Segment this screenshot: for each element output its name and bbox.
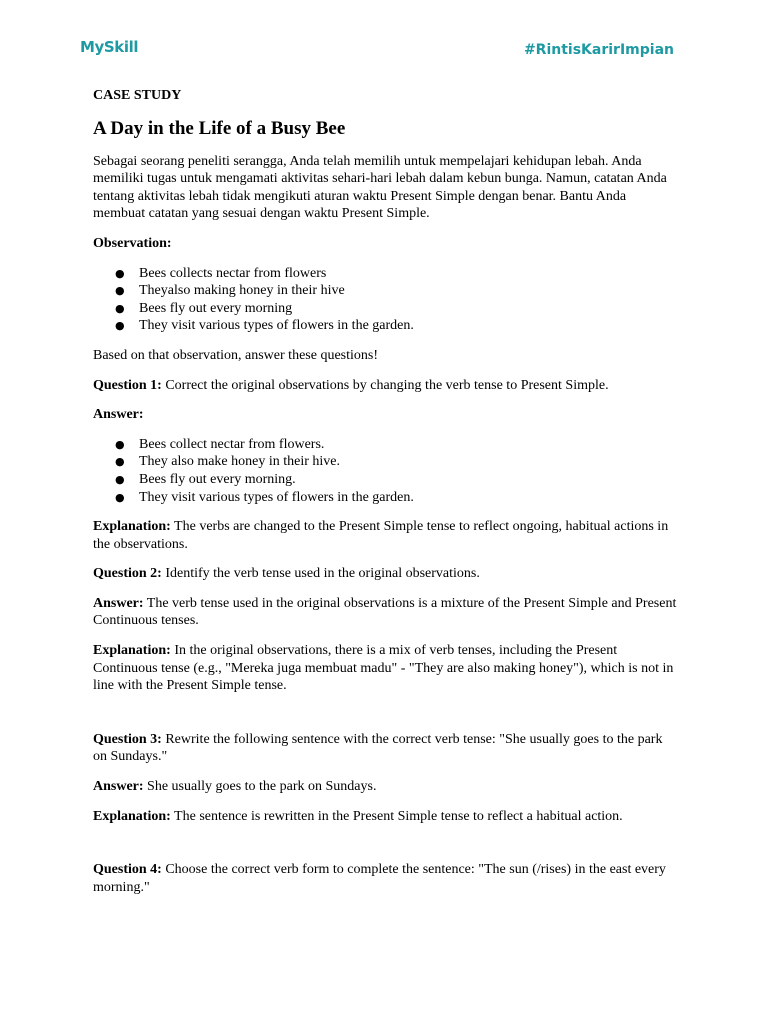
question-label: Question 1: (93, 377, 162, 393)
question-text: Correct the original observations by changing the verb tense to Present Simple. (161, 377, 609, 393)
list-item: ● Bees collect nectar from flowers. (93, 436, 678, 454)
question-text: Identify the verb tense used in the original observations. (161, 566, 480, 582)
explanation-label: Explanation: (93, 808, 171, 824)
answer-3 (93, 778, 678, 796)
question-3 (93, 731, 678, 766)
answer-label: Answer: (93, 779, 144, 795)
document-body (93, 87, 678, 908)
answer-label: Answer: (93, 595, 144, 611)
spacer (93, 837, 678, 861)
question-4 (93, 861, 678, 896)
spacer (93, 707, 678, 731)
explanation-text: The verbs are changed to the Present Simple tense to reflect ongoing, habitual actions in the observations. (93, 519, 669, 552)
list-item: ● Bees collects nectar from flowers (93, 265, 678, 283)
list-item: ● Bees fly out every morning. (93, 471, 678, 489)
answer-text: The verb tense used in the original observations is a mixture of the Present Simple and Present Continuous tenses. (93, 595, 677, 629)
intro-paragraph: Sebagai seorang peneliti serangga, Anda telah memilih untuk mempelajari kehidupan lebah. Anda memiliki tugas untuk mengamati aktivitas sehari-hari lebah dalam kebun bunga. Namun, catatan Anda tentang aktivitas lebah tidak mengikuti aturan waktu Present Simple dengan benar. Bantu Anda membuat catatan yang sesuai dengan waktu Present Simple. (93, 153, 667, 222)
explanation-label: Explanation: (93, 643, 171, 659)
question-1 (93, 377, 678, 395)
list-item: ● Bees fly out every morning (93, 300, 678, 318)
question-text: Rewrite the following sentence with the correct verb tense: "She usually goes to the park on Sundays." (93, 731, 663, 765)
question-label: Question 3: (93, 731, 162, 747)
hashtag-label: #RintisKarirImpian (523, 42, 674, 58)
list-item: ● Theyalso making honey in their hive (93, 282, 678, 300)
case-study-label: CASE STUDY (93, 88, 182, 103)
question-label: Question 2: (93, 566, 162, 582)
document-title: A Day in the Life of a Busy Bee (93, 117, 346, 139)
observation-label: Observation: (93, 235, 172, 251)
explanation-3 (93, 808, 678, 826)
answer-list (93, 436, 678, 506)
explanation-text: The sentence is rewritten in the Present Simple tense to reflect a habitual action. (170, 808, 623, 824)
question-label: Question 4: (93, 862, 162, 878)
answer-text: She usually goes to the park on Sundays. (143, 779, 377, 795)
explanation-2 (93, 642, 678, 695)
question-2 (93, 565, 678, 583)
prompt-text: Based on that observation, answer these questions! (93, 347, 378, 363)
list-item: ● They also make honey in their hive. (93, 453, 678, 471)
explanation-label: Explanation: (93, 519, 171, 535)
explanation-1 (93, 518, 678, 553)
list-item: ● They visit various types of flowers in the garden. (93, 317, 678, 335)
explanation-text: In the original observations, there is a mix of verb tenses, including the Present Continuous tense (e.g., "Mereka juga membuat madu" - "They are also making honey"), which is not in line with the Present Simple tense. (93, 643, 674, 694)
answer-label: Answer: (93, 407, 144, 423)
list-item: ● They visit various types of flowers in the garden. (93, 489, 678, 507)
observation-list (93, 265, 678, 335)
page-header (80, 38, 674, 62)
myskill-logo: MySkill (80, 38, 139, 56)
question-text: Choose the correct verb form to complete the sentence: "The sun (/rises) in the east every morning." (93, 862, 666, 895)
answer-2 (93, 595, 678, 630)
